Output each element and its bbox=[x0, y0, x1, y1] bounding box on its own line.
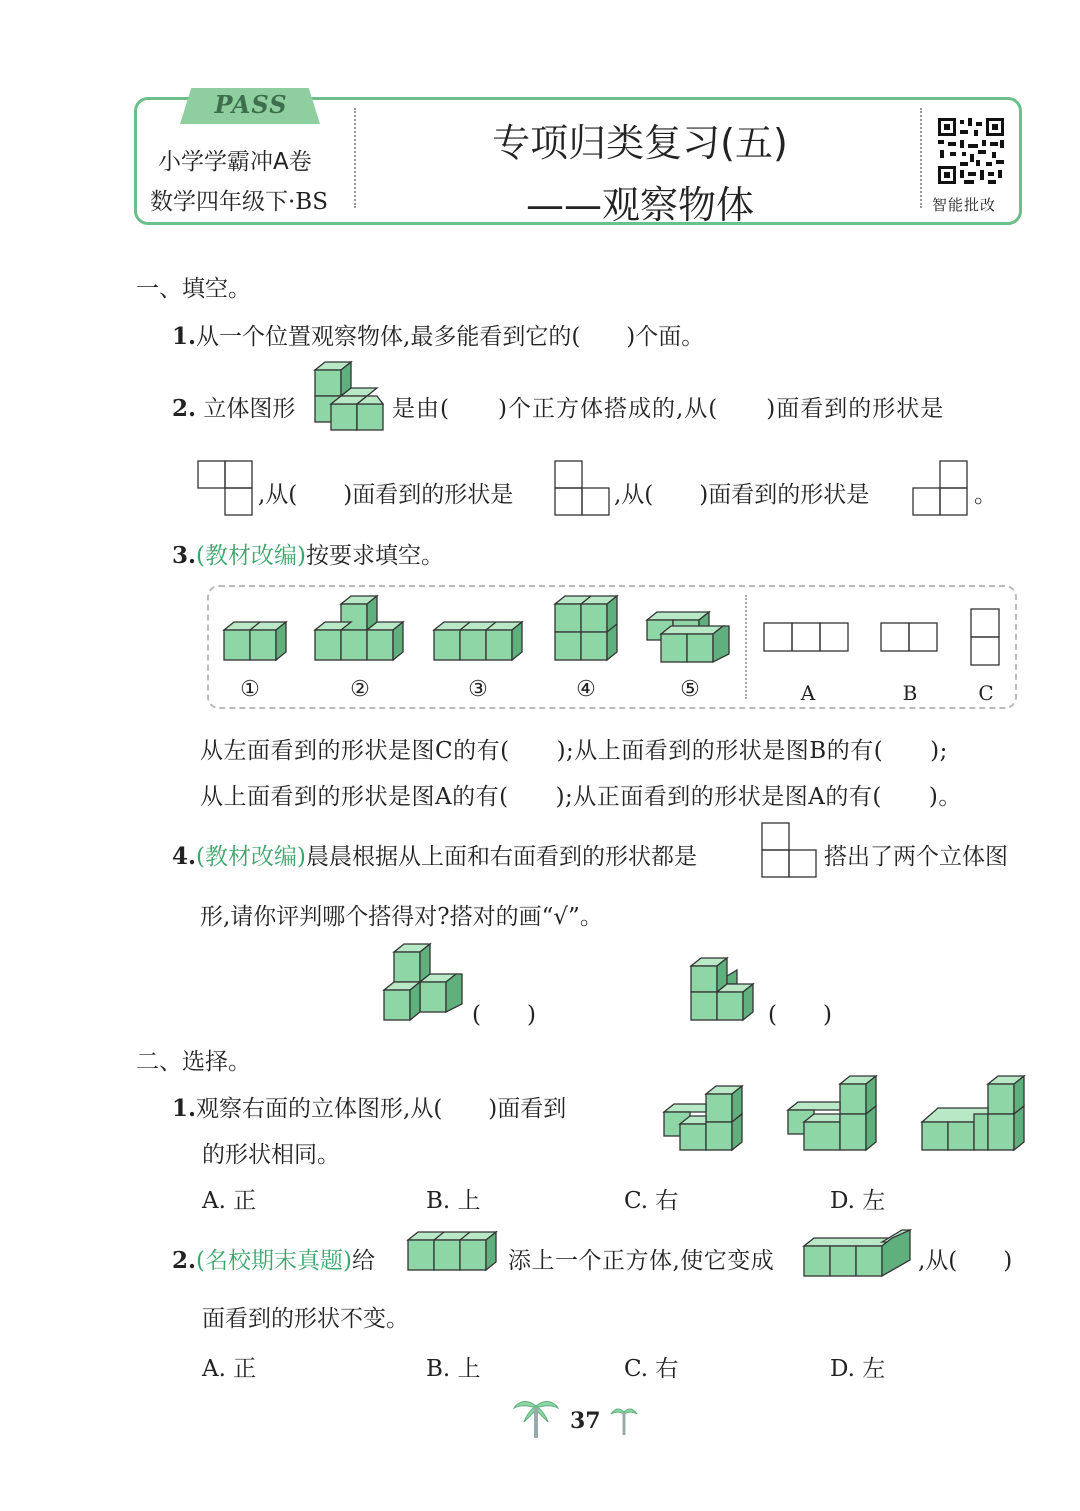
question-number: 2. bbox=[172, 395, 197, 422]
view-shape-b bbox=[880, 622, 938, 652]
figure-label: ② bbox=[350, 677, 370, 702]
figure-label: ③ bbox=[468, 677, 488, 702]
option-c[interactable]: C. 右 bbox=[624, 1188, 679, 1214]
option-d[interactable]: D. 左 bbox=[830, 1188, 886, 1214]
figure-panel-divider bbox=[745, 595, 747, 699]
figure-label: ① bbox=[240, 677, 260, 702]
view-shape-q4 bbox=[761, 822, 817, 878]
question-1-2-text-d: ,从( )面看到的形状是 bbox=[614, 482, 870, 508]
cube-figure-s2-c bbox=[920, 1074, 1030, 1154]
cube-figure-q2 bbox=[313, 360, 385, 440]
header-divider-right bbox=[920, 108, 922, 208]
answer-blank-q4-b[interactable]: ( ) bbox=[768, 1002, 832, 1028]
figure-label: ④ bbox=[576, 677, 596, 702]
question-2-2-text-b: 添上一个正方体,使它变成 bbox=[508, 1248, 775, 1274]
option-b[interactable]: B. 上 bbox=[426, 1188, 481, 1214]
question-1-2-line1 bbox=[172, 390, 295, 423]
question-1-2-text-c: ,从( )面看到的形状是 bbox=[258, 482, 514, 508]
cube-figure-s2q2-b bbox=[802, 1226, 914, 1280]
shape-label: C bbox=[978, 681, 994, 705]
series-grade: 数学四年级下·BS bbox=[150, 189, 328, 215]
question-number: 2. bbox=[172, 1247, 197, 1274]
source-tag: (教材改编) bbox=[196, 844, 306, 870]
question-text: 晨晨根据从上面和右面看到的形状都是 bbox=[305, 844, 697, 870]
option-a[interactable]: A. 正 bbox=[202, 1188, 257, 1214]
view-shape-q2-b bbox=[554, 460, 610, 516]
view-shape-c bbox=[970, 608, 1000, 666]
question-1-2-text-b: 是由( )个正方体搭成的,从( )面看到的形状是 bbox=[392, 396, 945, 422]
cube-figure-3 bbox=[432, 620, 530, 664]
question-1-4-text-b: 搭出了两个立体图 bbox=[824, 844, 1008, 870]
cube-figure-q4-b bbox=[689, 956, 761, 1024]
qr-code-icon[interactable] bbox=[936, 116, 1006, 186]
view-shape-a bbox=[763, 622, 849, 652]
section-heading-fill: 一、填空。 bbox=[136, 276, 251, 302]
cube-figure-s2-b bbox=[786, 1074, 884, 1154]
shape-label: B bbox=[902, 681, 918, 705]
question-text: 给 bbox=[351, 1248, 375, 1274]
question-text: 观察右面的立体图形,从( )面看到 bbox=[196, 1096, 567, 1122]
page-subtitle: ——观察物体 bbox=[525, 183, 754, 227]
view-shape-q2-a bbox=[197, 460, 253, 516]
question-2-1-line2: 的形状相同。 bbox=[202, 1142, 340, 1168]
option-d[interactable]: D. 左 bbox=[830, 1356, 886, 1382]
header-divider-left bbox=[354, 108, 356, 208]
qr-caption: 智能批改 bbox=[932, 196, 997, 214]
question-1-4 bbox=[172, 838, 697, 871]
question-1-1 bbox=[172, 318, 704, 351]
question-1-3 bbox=[172, 537, 444, 570]
cube-figure-5 bbox=[645, 610, 733, 666]
question-1-2-text-e: 。 bbox=[974, 482, 997, 508]
source-tag: (名校期末真题) bbox=[196, 1248, 352, 1274]
question-number: 4. bbox=[172, 843, 197, 870]
view-shape-q2-c bbox=[912, 460, 968, 516]
cube-figure-4 bbox=[553, 594, 625, 664]
cube-figure-1 bbox=[222, 620, 294, 664]
question-1-3-line2: 从上面看到的形状是图A的有( );从正面看到的形状是图A的有( )。 bbox=[200, 784, 962, 810]
question-text: 立体图形 bbox=[203, 396, 296, 422]
palm-tree-icon bbox=[610, 1406, 638, 1436]
question-2-1 bbox=[172, 1090, 566, 1123]
option-b[interactable]: B. 上 bbox=[426, 1356, 481, 1382]
question-number: 1. bbox=[172, 323, 197, 350]
question-2-2 bbox=[172, 1242, 375, 1275]
source-tag: (教材改编) bbox=[196, 543, 306, 569]
page-title: 专项归类复习(五) bbox=[492, 121, 788, 165]
question-text: 从一个位置观察物体,最多能看到它的( )个面。 bbox=[196, 324, 705, 350]
cube-figure-2 bbox=[313, 594, 411, 664]
page-number: 37 bbox=[570, 1408, 601, 1434]
cube-figure-s2-a bbox=[662, 1084, 750, 1154]
cube-figure-s2q2-a bbox=[406, 1230, 504, 1274]
palm-tree-icon bbox=[512, 1396, 560, 1440]
question-1-4-line2: 形,请你评判哪个搭得对?搭对的画“√”。 bbox=[200, 904, 603, 930]
question-number: 3. bbox=[172, 542, 197, 569]
pass-logo: PASS bbox=[214, 90, 288, 119]
series-name: 小学学霸冲A卷 bbox=[158, 149, 312, 175]
question-2-2-text-c: ,从( ) bbox=[918, 1248, 1013, 1274]
question-1-3-line1: 从左面看到的形状是图C的有( );从上面看到的形状是图B的有( ); bbox=[200, 738, 948, 764]
shape-label: A bbox=[800, 681, 816, 705]
option-a[interactable]: A. 正 bbox=[202, 1356, 257, 1382]
question-text: 按要求填空。 bbox=[305, 543, 444, 569]
question-2-2-line2: 面看到的形状不变。 bbox=[202, 1306, 409, 1332]
figure-label: ⑤ bbox=[680, 677, 700, 702]
option-c[interactable]: C. 右 bbox=[624, 1356, 679, 1382]
question-number: 1. bbox=[172, 1095, 197, 1122]
cube-figure-q4-a bbox=[382, 942, 466, 1024]
section-heading-choice: 二、选择。 bbox=[136, 1049, 251, 1075]
answer-blank-q4-a[interactable]: ( ) bbox=[472, 1002, 536, 1028]
